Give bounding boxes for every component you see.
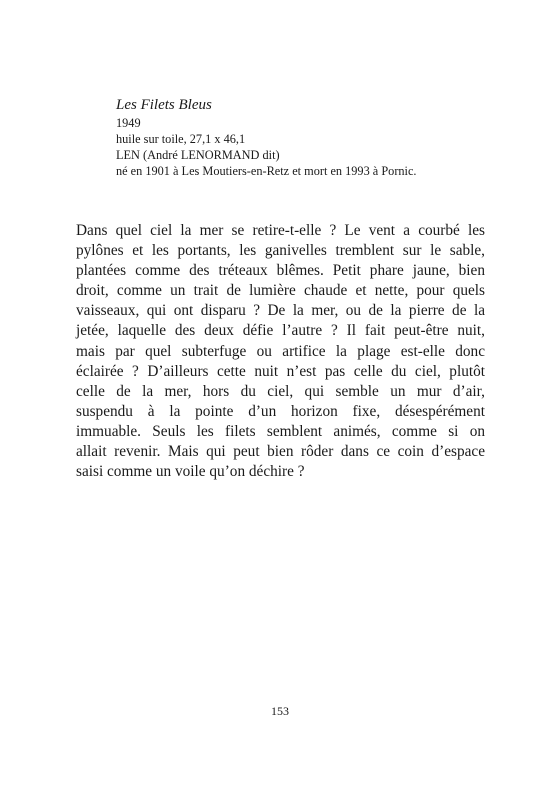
artwork-year: 1949 bbox=[116, 116, 141, 130]
artwork-medium: huile sur toile, 27,1 x 46,1 bbox=[116, 132, 246, 146]
text-line: éclairée ? D’ailleurs cette nuit n’est pas celle du ciel, plutôt bbox=[76, 362, 485, 380]
text-line: celle de la mer, hors du ciel, qui semble un mur d’air, bbox=[76, 382, 485, 400]
artwork-title: Les Filets Bleus bbox=[116, 97, 212, 113]
body-paragraph bbox=[76, 221, 485, 482]
text-line: jetée, laquelle des deux défie l’autre ? Il fait peut-être nuit, bbox=[76, 322, 485, 340]
text-line: mais par quel subterfuge ou artifice la plage est-elle donc bbox=[76, 342, 485, 360]
artist-name: LEN (André LENORMAND dit) bbox=[116, 148, 280, 162]
text-line: droit, comme un trait de lumière chaude et nette, pour quels bbox=[76, 282, 485, 300]
text-line: saisi comme un voile qu’on déchire ? bbox=[76, 463, 305, 481]
page-number: 153 bbox=[271, 704, 289, 718]
artwork-caption bbox=[116, 97, 496, 179]
text-line: vaisseaux, qui ont disparu ? De la mer, ou de la pierre de la bbox=[76, 302, 485, 320]
text-line: Dans quel ciel la mer se retire-t-elle ? Le vent a courbé les bbox=[76, 222, 485, 239]
text-line: suspendu à la pointe d’un horizon fixe, désespérément bbox=[76, 402, 485, 420]
text-line: plantées comme des tréteaux blêmes. Petit phare jaune, bien bbox=[76, 262, 485, 280]
text-line: allait revenir. Mais qui peut bien rôder dans ce coin d’espace bbox=[76, 443, 485, 461]
text-line: pylônes et les portants, les ganivelles tremblent sur le sable, bbox=[76, 242, 485, 260]
text-line: immuable. Seuls les filets semblent animés, comme si on bbox=[76, 422, 485, 440]
artist-bio: né en 1901 à Les Moutiers-en-Retz et mort en 1993 à Pornic. bbox=[116, 164, 417, 178]
